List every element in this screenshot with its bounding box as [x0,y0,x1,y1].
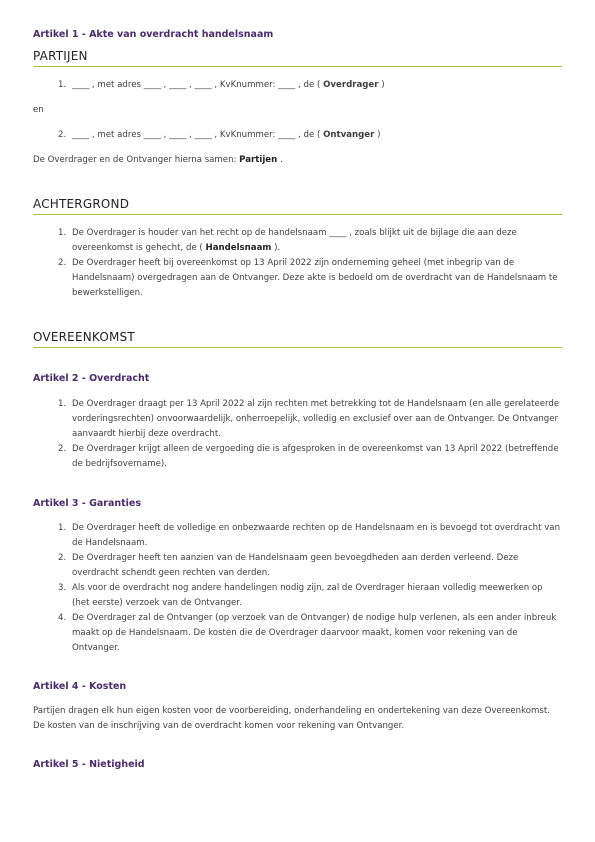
party-1-role: Overdrager [323,80,379,90]
article-5-title: Artikel 5 - Nietigheid [33,759,145,770]
article-4-title: Artikel 4 - Kosten [33,681,127,692]
item-number: 2. [58,553,67,563]
background-list [33,226,562,301]
parties-section [33,48,562,168]
party-2 [33,128,562,143]
item-number: 1. [58,523,67,533]
party-2-role: Ontvanger [323,130,375,140]
party-1-close: ) [378,80,385,90]
item-text: De Overdrager draagt per 13 April 2022 al zijn rechten met betrekking tot de Handelsnaam (en alle gerelateerde vorderingsrechten) onvoorwaardelijk, onherroepelijk, volledig en exclusief over aan de Ontvanger. De Ontvanger aanvaardt hierbij deze overdracht. [72,399,560,439]
parties-together-text: De Overdrager en de Ontvanger hierna samen: [33,155,240,165]
party-2-details: ____ , met adres ____ , ____ , ____ , KvKnummer: ____ , de ( [72,130,324,140]
party-2-number: 2. [58,130,67,140]
item-number: 3. [58,583,67,593]
item-text: De Overdrager heeft ten aanzien van de Handelsnaam geen bevoegdheden aan derden verleend. Deze overdracht schendt geen rechten van derden. [72,553,519,578]
parties-heading: PARTIJEN [33,48,562,67]
party-1 [33,78,562,93]
list-item [58,581,562,611]
parties-together [33,153,562,168]
background-section [33,196,562,301]
item-text: De Overdrager heeft de volledige en onbezwaarde rechten op de Handelsnaam en is bevoegd tot overdracht van de Handelsnaam. [72,523,561,548]
agreement-section [33,329,562,771]
item-text: De Overdrager heeft bij overeenkomst op 13 April 2022 zijn onderneming geheel (met inbegrip van de Handelsnaam) overgedragen aan de Ontvanger. Deze akte is bedoeld om de overdracht van de Handelsnaam te bewerkstelligen. [72,258,558,298]
item-number: 1. [58,399,67,409]
item-text: Als voor de overdracht nog andere handelingen nodig zijn, zal de Overdrager hieraan volledig meewerken op (het eerste) verzoek van de Ontvanger. [72,583,543,608]
party-connector: en [33,105,44,115]
party-2-close: ) [374,130,381,140]
list-item [58,397,562,442]
agreement-heading: OVEREENKOMST [33,329,562,348]
party-1-number: 1. [58,80,67,90]
item-text: De Overdrager zal de Ontvanger (op verzoek van de Ontvanger) de nodige hulp verlenen, als een ander inbreuk maakt op de Handelsnaam. De kosten die de Overdrager daarvoor maakt, komen voor rekening van de Ontvanger. [72,613,557,653]
party-1-details: ____ , met adres ____ , ____ , ____ , KvKnummer: ____ , de ( [72,80,324,90]
list-item [58,442,562,472]
article-3-title: Artikel 3 - Garanties [33,498,142,509]
parties-term: Partijen [239,155,278,165]
parties-together-end: . [277,155,283,165]
item-number: 2. [58,258,67,268]
article-4-text: Partijen dragen elk hun eigen kosten voor de voorbereiding, onderhandeling en ondertekening van deze Overeenkomst. De kosten van de inschrijving van de overdracht komen voor rekening van Ontvanger. [33,706,550,731]
article-2-title: Artikel 2 - Overdracht [33,373,150,384]
item-text: De Overdrager krijgt alleen de vergoeding die is afgesproken in de overeenkomst van 13 April 2022 (betreffende de bedrijfsovername). [72,444,559,469]
item-number: 2. [58,444,67,454]
list-item [58,551,562,581]
list-item [58,226,562,256]
article-3-list [33,521,562,656]
item-number: 1. [58,228,67,238]
list-item [58,611,562,656]
trade-name-term: Handelsnaam [205,243,272,253]
item-text: De Overdrager is houder van het recht op de handelsnaam ____ , zoals blijkt uit de bijlage die aan deze overeenkomst is gehecht, de ( [72,228,517,253]
article-1-title: Artikel 1 - Akte van overdracht handelsnaam [33,29,274,40]
item-text-end: ). [271,243,281,253]
list-item [58,521,562,551]
item-number: 4. [58,613,67,623]
background-heading: ACHTERGROND [33,196,562,215]
list-item [58,256,562,301]
article-2-list [33,397,562,472]
